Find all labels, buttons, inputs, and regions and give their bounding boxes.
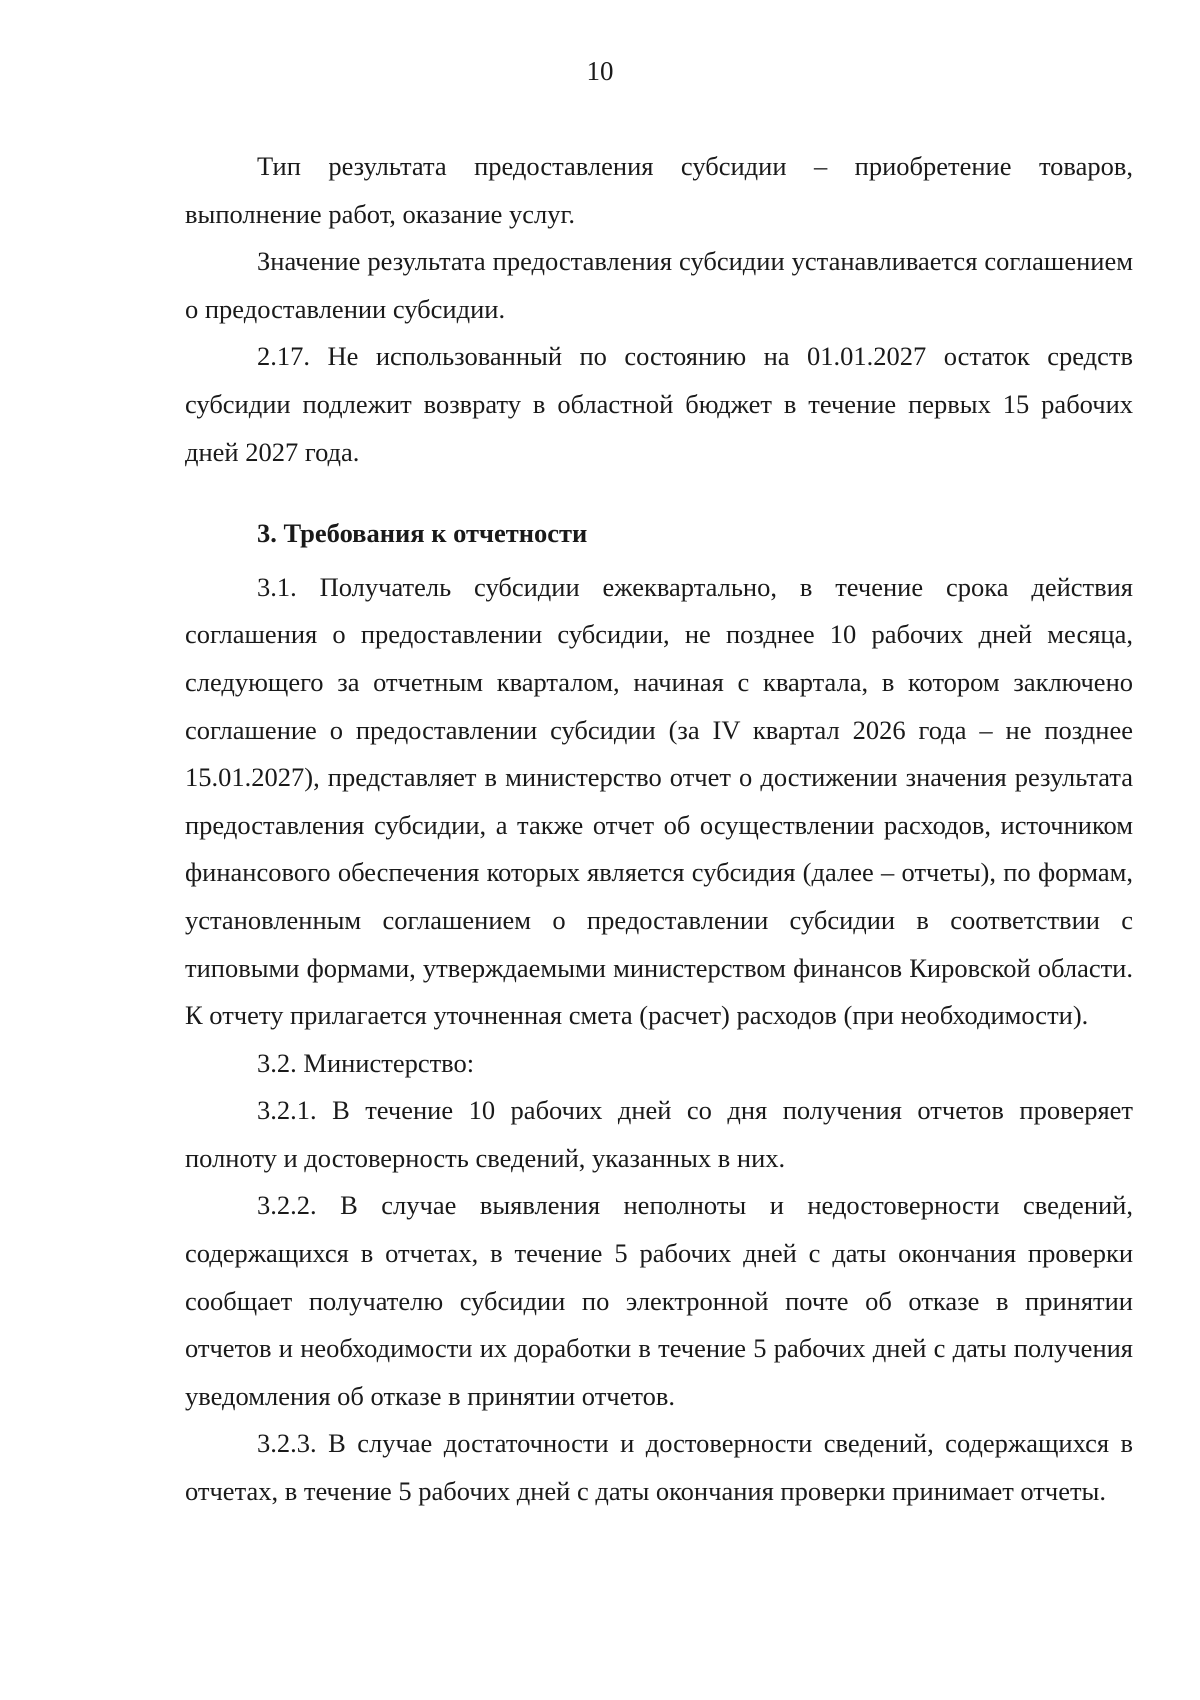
paragraph-3-2-1: 3.2.1. В течение 10 рабочих дней со дня получения отчетов проверяет полноту и достоверность сведений, указанных в них.: [185, 1095, 1133, 1173]
paragraph-2-17: 2.17. Не использованный по состоянию на 01.01.2027 остаток средств субсидии подлежит возврату в областной бюджет в течение первых 15 рабочих дней 2027 года.: [185, 341, 1133, 467]
document-body: [185, 143, 1133, 1516]
section-heading: 3. Требования к отчетности: [257, 518, 588, 549]
paragraph-result-type: Тип результата предоставления субсидии – приобретение товаров, выполнение работ, оказание услуг.: [185, 151, 1133, 229]
paragraph-3-2-2: 3.2.2. В случае выявления неполноты и недостоверности сведений, содержащихся в отчетах, в течение 5 рабочих дней с даты окончания проверки сообщает получателю субсидии по электронной почте об отказе в принятии отчетов и необходимости их доработки в течение 5 рабочих дней с даты получения уведомления об отказе в принятии отчетов.: [185, 1190, 1133, 1411]
paragraph-3-1: 3.1. Получатель субсидии ежеквартально, в течение срока действия соглашения о предоставлении субсидии, не позднее 10 рабочих дней месяца, следующего за отчетным кварталом, начиная с квартала, в котором заключено соглашение о предоставлении субсидии (за IV квартал 2026 года – не позднее 15.01.2027), представляет в министерство отчет о достижении значения результата предоставления субсидии, а также отчет об осуществлении расходов, источником финансового обеспечения которых является субсидия (далее – отчеты), по формам, установленным соглашением о предоставлении субсидии в соответствии с типовыми формами, утверждаемыми министерством финансов Кировской области. К отчету прилагается уточненная смета (расчет) расходов (при необходимости).: [185, 571, 1133, 1031]
paragraph-result-value: Значение результата предоставления субсидии устанавливается соглашением о предоставлении субсидии.: [185, 246, 1133, 324]
paragraph-3-2: 3.2. Министерство:: [257, 1047, 475, 1078]
page-number: 10: [586, 56, 614, 86]
paragraph-3-2-3: 3.2.3. В случае достаточности и достоверности сведений, содержащихся в отчетах, в течение 5 рабочих дней с даты окончания проверки принимает отчеты.: [185, 1428, 1133, 1507]
